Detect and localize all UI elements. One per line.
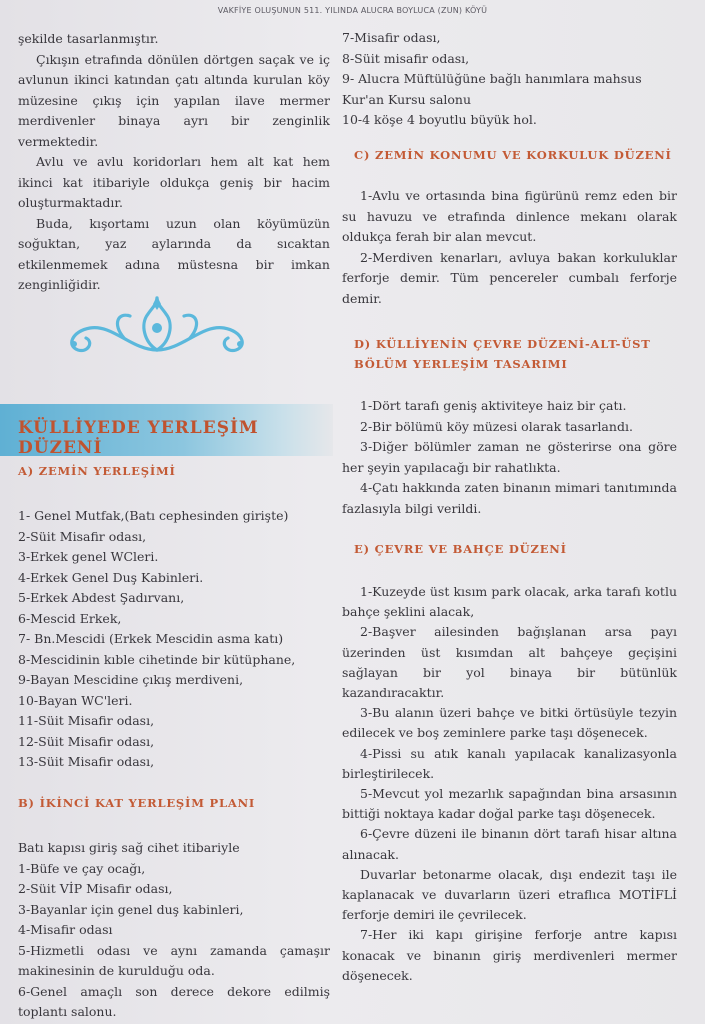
banner-title: KÜLLİYEDE YERLEŞİM DÜZENİ	[18, 418, 259, 458]
paragraph: 1-Dört tarafı geniş aktiviteye haiz bir çatı.	[360, 398, 627, 413]
paragraph: 1-Avlu ve ortasında bina figürünü remz eden bir su havuzu ve etrafında dinlence mekanı olarak oldukça ferah bir alan mevcut.	[342, 188, 677, 244]
list-item: 10-Bayan WC'leri.	[18, 692, 133, 708]
list-item: 11-Süit Misafir odası,	[18, 713, 155, 728]
paragraph: 7-Her iki kapı girişine ferforje antre kapısı konacak ve binanın giriş merdivenleri mermer döşenecek.	[342, 927, 677, 983]
section-e-text	[342, 582, 677, 986]
right-continued-list	[342, 28, 677, 131]
paragraph: Çıkışın etrafında dönülen dörtgen saçak ve iç avlunun ikinci katından çatı altında kurulan köy müzesine çıkış için yapılan ilave mermer merdivenler binaya ayrı bir zenginlik vermektedir.	[18, 51, 330, 149]
list-item: 3-Bayanlar için genel duş kabinleri,	[18, 901, 244, 917]
list-item: 6-Mescid Erkek,	[18, 610, 122, 626]
section-e-heading: E) ÇEVRE VE BAHÇE DÜZENİ	[354, 542, 567, 556]
list-item: 2-Süit VİP Misafir odası,	[18, 881, 173, 896]
paragraph: 2-Merdiven kenarları, avluya bakan korkuluklar ferforje demir. Tüm pencereler cumbalı ferforje demir.	[342, 249, 677, 306]
paragraph: 1-Kuzeyde üst kısım park olacak, arka tarafı kotlu bahçe şeklini alacak,	[342, 584, 677, 620]
paragraph: Buda, kışortamı uzun olan köyümüzün soğuktan, yaz aylarında da sıcaktan etkilenmemek adına müstesna bir imkan zenginliğidir.	[18, 215, 330, 292]
paragraph: 5-Mevcut yol mezarlık sapağından bina arsasının bittiği noktaya kadar doğal parke taşı döşenecek.	[342, 786, 677, 822]
section-banner	[0, 404, 333, 456]
list-intro: Batı kapısı giriş sağ cihet itibariyle	[18, 840, 240, 855]
section-c-heading: C) ZEMİN KONUMU VE KORKULUK DÜZENİ	[354, 148, 672, 162]
list-item: 1- Genel Mutfak,(Batı cephesinden girişte)	[18, 508, 289, 523]
list-item: 6-Genel amaçlı son derece dekore edilmiş toplantı salonu.	[18, 983, 330, 1019]
paragraph: şekilde tasarlanmıştır.	[18, 31, 159, 46]
paragraph: 4-Çatı hakkında zaten binanın mimari tanıtımında fazlasıyla bilgi verildi.	[342, 480, 677, 516]
section-d-heading: D) KÜLLİYENİN ÇEVRE DÜZENİ-ALT-ÜST BÖLÜM YERLEŞİM TASARIMI	[354, 337, 651, 371]
list-item: 5-Hizmetli odası ve aynı zamanda çamaşır makinesinin de kurulduğu oda.	[18, 942, 330, 978]
paragraph: Duvarlar betonarme olacak, dışı endezit taşı ile kaplanacak ve duvarların üzeri etraflıca MOTİFLİ ferforje demiri ile çevrilecek.	[342, 866, 677, 923]
list-item: 1-Büfe ve çay ocağı,	[18, 860, 146, 876]
list-item: 2-Süit Misafir odası,	[18, 528, 147, 544]
list-item: 4-Misafir odası	[18, 922, 113, 937]
list-item: 5-Erkek Abdest Şadırvanı,	[18, 590, 185, 605]
list-item: 7- Bn.Mescidi (Erkek Mescidin asma katı)	[18, 631, 284, 646]
section-b-heading: B) İKİNCİ KAT YERLEŞİM PLANI	[18, 796, 256, 810]
list-item: 7-Misafir odası,	[342, 30, 441, 45]
section-d-text	[342, 396, 677, 519]
section-a-heading: A) ZEMİN YERLEŞİMİ	[18, 464, 176, 478]
list-item: 3-Erkek genel WCleri.	[18, 549, 159, 564]
section-c-text	[342, 186, 677, 309]
paragraph: Avlu ve avlu koridorları hem alt kat hem ikinci kat itibariyle oldukça geniş bir hacim oluşturmaktadır.	[18, 154, 330, 210]
paragraph: 6-Çevre düzeni ile binanın dört tarafı hisar altına alınacak.	[342, 826, 677, 862]
list-item: 9- Alucra Müftülüğüne bağlı hanımlara mahsus Kur'an Kursu salonu	[342, 71, 642, 107]
running-header: VAKFİYE OLUŞUNUN 511. YILINDA ALUCRA BOYLUCA (ZUN) KÖYÜ	[217, 6, 488, 15]
list-item: 10-4 köşe 4 boyutlu büyük hol.	[342, 112, 537, 127]
paragraph: 2-Başver ailesinden bağışlanan arsa payı üzerinden üst kısımdan alt bahçeye geçişini sağlayan bir yol binaya bir bütünlük kazandıracaktır.	[342, 624, 677, 701]
section-a-list	[18, 506, 330, 773]
list-item: 8-Süit misafir odası,	[342, 50, 470, 66]
list-item: 4-Erkek Genel Duş Kabinleri.	[18, 569, 204, 585]
list-item: 12-Süit Misafir odası,	[18, 733, 155, 749]
ornament-flourish-icon	[52, 294, 262, 360]
list-item: 8-Mescidinin kıble cihetinde bir kütüphane,	[18, 651, 296, 667]
paragraph: 3-Diğer bölümler zaman ne gösterirse ona göre her şeyin yapılacağı bir rahatlıkta.	[342, 439, 677, 475]
left-column-intro	[18, 29, 330, 296]
list-item: 9-Bayan Mescidine çıkış merdiveni,	[18, 672, 244, 687]
section-b-list	[18, 838, 330, 1023]
paragraph: 3-Bu alanın üzeri bahçe ve bitki örtüsüyle tezyin edilecek ve boş zeminlere parke taşı döşenecek.	[342, 705, 677, 741]
paragraph: 4-Pissi su atık kanalı yapılacak kanalizasyonla birleştirilecek.	[342, 745, 677, 781]
list-item: 13-Süit Misafir odası,	[18, 754, 155, 769]
paragraph: 2-Bir bölümü köy müzesi olarak tasarlandı.	[360, 418, 633, 434]
